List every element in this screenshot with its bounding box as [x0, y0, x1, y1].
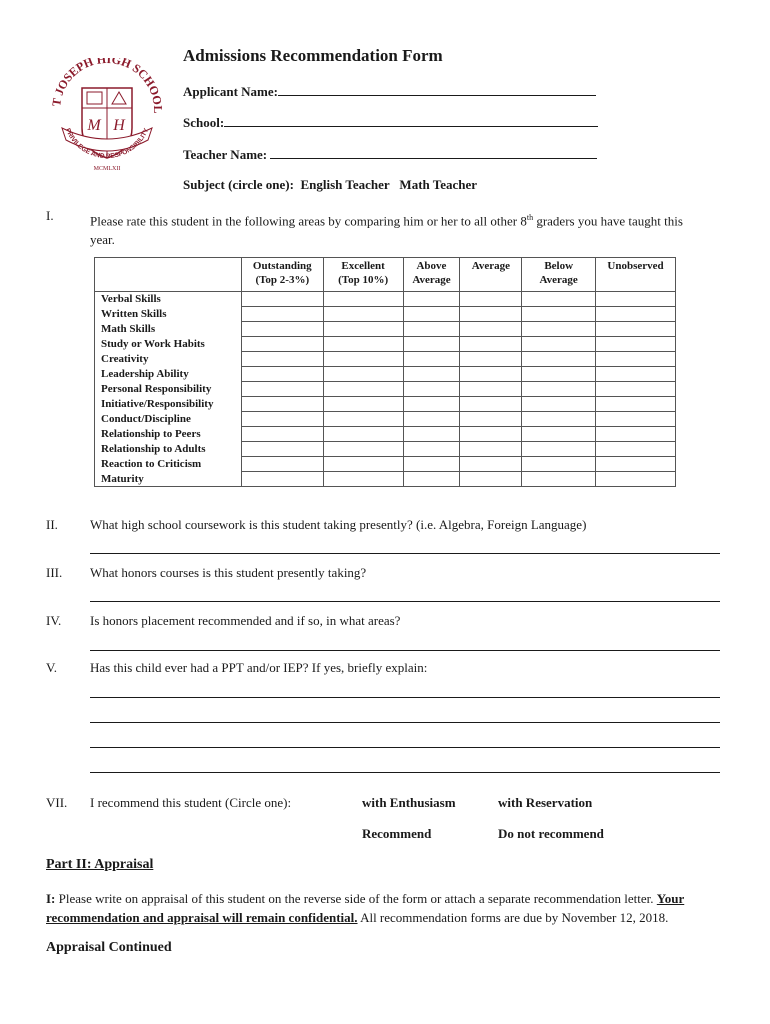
rating-cell[interactable]	[522, 442, 596, 457]
rating-cell[interactable]	[403, 367, 460, 382]
rating-cell[interactable]	[596, 367, 676, 382]
rating-cell[interactable]	[460, 427, 522, 442]
part-2-underlined-1: Your	[656, 891, 685, 906]
rating-cell[interactable]	[596, 337, 676, 352]
rating-cell[interactable]	[241, 442, 323, 457]
q4-number: IV.	[46, 613, 62, 628]
q7-text: I recommend this student (Circle one):	[90, 795, 292, 810]
rating-row	[95, 352, 676, 367]
school-logo	[52, 58, 162, 178]
rating-cell[interactable]	[241, 412, 323, 427]
rating-cell[interactable]	[323, 412, 403, 427]
rating-row	[95, 442, 676, 457]
rating-row	[95, 412, 676, 427]
rating-cell[interactable]	[241, 472, 323, 487]
rating-column-label-line2: (Top 10%)	[338, 274, 389, 286]
rating-cell[interactable]	[403, 412, 460, 427]
svg-text:H: H	[113, 117, 125, 134]
rating-column-label-line1: Above	[416, 260, 447, 272]
rating-row-label: Study or Work Habits	[95, 337, 242, 352]
applicant-name-label: Applicant Name:	[183, 84, 278, 99]
rating-row-label: Relationship to Adults	[95, 442, 242, 457]
rating-cell[interactable]	[460, 397, 522, 412]
subject-row	[183, 177, 477, 193]
logo-bottom-text: PRIVILEGE AND RESPONSIBILITY	[63, 127, 151, 161]
q4-answer-line[interactable]	[90, 650, 720, 651]
section-1-text-b: graders you have taught this	[533, 213, 683, 229]
rating-cell[interactable]	[403, 472, 460, 487]
rating-cell[interactable]	[460, 457, 522, 472]
q2-answer-line[interactable]	[90, 553, 720, 554]
rating-cell[interactable]	[323, 337, 403, 352]
rating-column-label-line1: Average	[471, 260, 510, 272]
rating-column-label-line1: Unobserved	[607, 260, 664, 272]
rating-cell[interactable]	[323, 382, 403, 397]
rating-cell[interactable]	[241, 352, 323, 367]
form-title: Admissions Recommendation Form	[183, 46, 443, 65]
rating-row-label: Leadership Ability	[95, 367, 242, 382]
rating-column-label-line2: Average	[539, 274, 578, 286]
q4-text: Is honors placement recommended and if so, in what areas?	[90, 613, 401, 628]
rating-row	[95, 292, 676, 307]
rating-cell[interactable]	[323, 322, 403, 337]
school-row	[183, 114, 598, 131]
rating-cell[interactable]	[403, 397, 460, 412]
rating-cell[interactable]	[241, 322, 323, 337]
appraisal-continued-heading: Appraisal Continued	[46, 940, 172, 955]
rating-cell[interactable]	[241, 337, 323, 352]
applicant-name-field[interactable]	[278, 83, 596, 96]
rating-column-label-line2: (Top 2-3%)	[255, 274, 310, 286]
rating-cell[interactable]	[522, 457, 596, 472]
q3-text: What honors courses is this student presently taking?	[90, 565, 367, 580]
rating-row	[95, 307, 676, 322]
rating-cell[interactable]	[323, 472, 403, 487]
rating-row	[95, 472, 676, 487]
rating-column-header	[522, 258, 596, 292]
rating-cell[interactable]	[241, 307, 323, 322]
rating-cell[interactable]	[241, 367, 323, 382]
part-2-text-a: Please write on appraisal of this student on the reverse side of the form or attach a separate recommendation letter.	[55, 891, 657, 906]
subject-option-math[interactable]: Math Teacher	[399, 177, 478, 192]
part-2-text-b: All recommendation forms are due by November 12, 2018.	[357, 910, 669, 925]
rating-cell[interactable]	[323, 457, 403, 472]
rating-cell[interactable]	[522, 427, 596, 442]
rating-row	[95, 457, 676, 472]
rating-cell[interactable]	[596, 472, 676, 487]
rating-cell[interactable]	[460, 382, 522, 397]
rating-table-header	[95, 258, 676, 292]
part-2-lead: I:	[46, 891, 56, 906]
q7-number: VII.	[46, 795, 68, 810]
recommend-option[interactable]: Recommend	[362, 826, 432, 841]
subject-label: Subject (circle one):	[183, 177, 294, 192]
logo-top-text: JOSEPH HIGH SCHO	[52, 58, 162, 98]
rating-cell[interactable]	[241, 427, 323, 442]
rating-cell[interactable]	[403, 337, 460, 352]
part-2-underlined-2: recommendation and appraisal will remain confidential.	[46, 910, 358, 925]
part-2-heading: Part II: Appraisal	[46, 857, 154, 872]
rating-row-label: Personal Responsibility	[95, 382, 242, 397]
rating-cell[interactable]	[522, 397, 596, 412]
q5-text: Has this child ever had a PPT and/or IEP? If yes, briefly explain:	[90, 660, 428, 675]
rating-row-label: Math Skills	[95, 322, 242, 337]
rating-cell[interactable]	[403, 457, 460, 472]
rating-column-label-line1: Excellent	[341, 260, 385, 272]
rating-row	[95, 382, 676, 397]
rating-cell[interactable]	[403, 382, 460, 397]
rating-row-label: Maturity	[95, 472, 242, 487]
rating-column-header	[460, 258, 522, 292]
q5-number: V.	[46, 660, 57, 675]
section-1-number: I.	[46, 208, 54, 223]
teacher-name-field[interactable]	[270, 146, 597, 159]
rating-row	[95, 397, 676, 412]
q5-answer-line-3[interactable]	[90, 747, 720, 748]
section-1-text-c: year.	[90, 232, 115, 248]
rating-column-header	[323, 258, 403, 292]
do-not-recommend-option[interactable]: Do not recommend	[498, 826, 604, 841]
section-1-text	[90, 208, 720, 249]
svg-text:M: M	[87, 117, 101, 134]
school-label: School:	[183, 115, 225, 130]
rating-cell[interactable]	[460, 337, 522, 352]
rating-cell[interactable]	[323, 352, 403, 367]
logo-year: MCMLXII	[93, 166, 121, 172]
rating-cell[interactable]	[522, 412, 596, 427]
rating-row	[95, 322, 676, 337]
rating-cell[interactable]	[241, 397, 323, 412]
recommend-with-reservation[interactable]: with Reservation	[498, 795, 593, 810]
rating-cell[interactable]	[522, 307, 596, 322]
rating-column-header	[596, 258, 676, 292]
rating-cell[interactable]	[460, 412, 522, 427]
subject-option-english[interactable]: English Teacher	[300, 177, 390, 192]
rating-cell[interactable]	[596, 382, 676, 397]
rating-cell[interactable]	[323, 307, 403, 322]
applicant-name-row	[183, 83, 596, 100]
rating-cell[interactable]	[460, 367, 522, 382]
rating-cell[interactable]	[522, 367, 596, 382]
rating-cell[interactable]	[460, 352, 522, 367]
q2-text: What high school coursework is this student taking presently? (i.e. Algebra, Foreign Language)	[90, 517, 587, 532]
rating-cell[interactable]	[460, 442, 522, 457]
rating-header-empty	[95, 258, 242, 292]
rating-cell[interactable]	[596, 352, 676, 367]
rating-cell[interactable]	[460, 292, 522, 307]
rating-cell[interactable]	[596, 442, 676, 457]
rating-cell[interactable]	[241, 292, 323, 307]
rating-row-label: Verbal Skills	[95, 292, 242, 307]
q3-number: III.	[46, 565, 63, 580]
rating-cell[interactable]	[522, 337, 596, 352]
q5-answer-line-1[interactable]	[90, 697, 720, 698]
recommend-with-enthusiasm[interactable]: with Enthusiasm	[362, 795, 456, 810]
rating-cell[interactable]	[323, 442, 403, 457]
rating-cell[interactable]	[403, 292, 460, 307]
rating-cell[interactable]	[323, 427, 403, 442]
rating-cell[interactable]	[596, 457, 676, 472]
rating-column-label-line1: Outstanding	[252, 260, 312, 272]
rating-cell[interactable]	[403, 427, 460, 442]
part-2-paragraph	[46, 889, 726, 927]
rating-row-label: Conduct/Discipline	[95, 412, 242, 427]
q3-answer-line[interactable]	[90, 601, 720, 602]
rating-cell[interactable]	[460, 307, 522, 322]
rating-cell[interactable]	[522, 352, 596, 367]
rating-cell[interactable]	[522, 472, 596, 487]
rating-cell[interactable]	[596, 292, 676, 307]
rating-cell[interactable]	[460, 322, 522, 337]
rating-cell[interactable]	[403, 322, 460, 337]
rating-cell[interactable]	[323, 397, 403, 412]
school-field[interactable]	[224, 114, 598, 127]
rating-cell[interactable]	[323, 292, 403, 307]
rating-cell[interactable]	[522, 322, 596, 337]
rating-column-header	[241, 258, 323, 292]
rating-row-label: Initiative/Responsibility	[95, 397, 242, 412]
rating-cell[interactable]	[522, 382, 596, 397]
rating-cell[interactable]	[596, 427, 676, 442]
q5-answer-line-4[interactable]	[90, 772, 720, 773]
q5-answer-line-2[interactable]	[90, 722, 720, 723]
section-1-sup: th	[526, 213, 534, 222]
rating-table	[94, 257, 676, 487]
rating-cell[interactable]	[403, 442, 460, 457]
rating-cell[interactable]	[403, 307, 460, 322]
rating-cell[interactable]	[460, 472, 522, 487]
rating-cell[interactable]	[522, 292, 596, 307]
rating-row-label: Written Skills	[95, 307, 242, 322]
section-1-text-a: Please rate this student in the following areas by comparing him or her to all other 8	[90, 213, 527, 229]
rating-row-label: Relationship to Peers	[95, 427, 242, 442]
teacher-name-row	[183, 146, 597, 163]
rating-cell[interactable]	[596, 397, 676, 412]
rating-row-label: Creativity	[95, 352, 242, 367]
rating-column-label-line2: Average	[412, 274, 451, 286]
rating-row-label: Reaction to Criticism	[95, 457, 242, 472]
rating-cell[interactable]	[323, 367, 403, 382]
rating-cell[interactable]	[241, 457, 323, 472]
q2-number: II.	[46, 517, 58, 532]
rating-cell[interactable]	[596, 412, 676, 427]
rating-row	[95, 337, 676, 352]
rating-cell[interactable]	[596, 307, 676, 322]
rating-column-header	[403, 258, 460, 292]
rating-cell[interactable]	[596, 322, 676, 337]
rating-cell[interactable]	[403, 352, 460, 367]
rating-column-label-line1: Below	[544, 260, 574, 272]
rating-cell[interactable]	[241, 382, 323, 397]
teacher-name-label: Teacher Name:	[183, 147, 268, 162]
rating-row	[95, 427, 676, 442]
rating-row	[95, 367, 676, 382]
